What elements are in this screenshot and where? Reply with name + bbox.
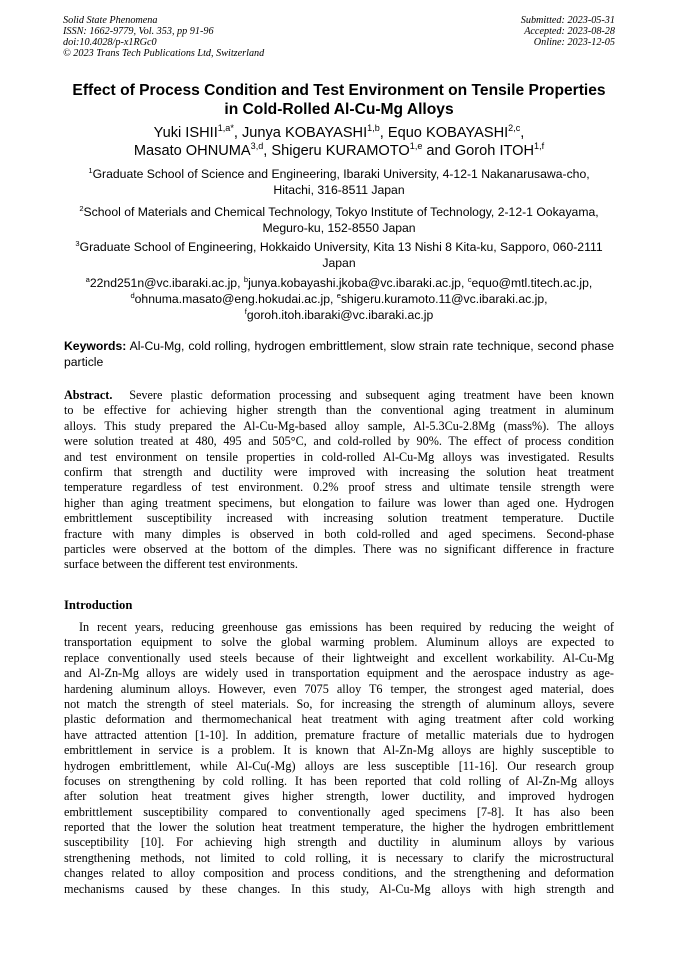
author-separator: , <box>520 125 525 141</box>
author-affiliation-mark: 1,e <box>409 141 423 152</box>
abstract-line: and test environment on tensile properties in cold-rolled Al-Cu-Mg alloys was investigated. Results <box>64 449 614 464</box>
introduction-line: hydrogen embrittlement, while Al-Cu(-Mg) alloys are less susceptible [11-16]. Our research group <box>64 758 614 773</box>
introduction-line: and Al-Zn-Mg alloys are widely used in transportation equipment and the aerospace industry as age- <box>64 666 614 681</box>
affiliation-2 <box>60 204 618 236</box>
abstract-line: temperature regardless of test environment. 0.2% proof stress and ultimate tensile strength were <box>64 480 614 495</box>
abstract-line: embrittlement susceptibility increased with increasing solution treatment temperature. Ductile <box>64 511 614 526</box>
introduction-line: susceptibility [10]. For achieving high strength and ductility in aluminum alloys by various <box>64 835 614 850</box>
introduction-line: In recent years, reducing greenhouse gas emissions has been required by reducing the weight of <box>79 620 614 634</box>
introduction-line: reported that the lower the solution heat treatment temperature, the higher the hydrogen embrittlement <box>64 820 614 835</box>
affiliation-text: Japan <box>322 256 356 270</box>
introduction-line: have attracted attention [1-10]. In addition, premature fracture of metallic materials due to hydrogen <box>64 727 614 742</box>
online-date: Online: 2023-12-05 <box>533 37 615 48</box>
introduction-line: after solution heat treatment gives higher strength, lower ductility, and improved hydrogen <box>64 789 614 804</box>
author-separator: , <box>233 125 242 141</box>
author-separator: , <box>263 143 272 159</box>
issn-line: ISSN: 1662-9779, Vol. 353, pp 91-96 <box>63 26 214 37</box>
email-link-a[interactable]: 22nd251n@vc.ibaraki.ac.jp <box>89 276 238 290</box>
introduction-line: embrittlement susceptibility compared to conventionally aged specimens [7-8]. It has also been <box>64 804 614 819</box>
introduction-line: embrittlement in service is a problem. It is known that Al-Zn-Mg alloys are highly susceptible to <box>64 743 614 758</box>
abstract-line: higher than aging treatment specimens, but elongation to failure was lower than aged one. Hydrogen <box>64 495 614 510</box>
affiliation-text: Graduate School of Engineering, Hokkaido University, Kita 13 Nishi 8 Kita-ku, Sapporo, 060-2111 <box>79 240 603 254</box>
author-line-2 <box>40 142 638 160</box>
affiliation-number: 1 <box>88 165 93 175</box>
copyright-line: © 2023 Trans Tech Publications Ltd, Switzerland <box>63 48 265 59</box>
abstract-line: surface between the different test environments. <box>64 557 298 572</box>
introduction-line: plastic deformation and thermomechanical heat treatment with aging treatment after cold working <box>64 712 614 727</box>
abstract-line: particles were observed at the bottom of the dimples. There was no significant difference in fracture <box>64 541 614 556</box>
introduction-line: transportation equipment to solve the global warming problem. Aluminum alloys are expected to <box>64 635 614 650</box>
introduction-line: replace conventionally used steels because of their lightweight and excellent workability. Al-Cu-Mg <box>64 650 614 665</box>
abstract-line: to be effective for achieving higher strength than the conventional aging treatment in aluminum <box>64 403 614 418</box>
author-affiliation-mark: 3,d <box>250 141 264 152</box>
abstract-block <box>64 388 614 573</box>
email-link-f[interactable]: goroh.itoh.ibaraki@vc.ibaraki.ac.jp <box>246 308 434 322</box>
author-affiliation-mark: 1,f <box>534 141 545 152</box>
introduction-heading: Introduction <box>64 598 133 612</box>
abstract-line: alloys. This study prepared the Al-Cu-Mg-based alloy sample, Al-5.3Cu-2.8Mg (mass%). The alloys <box>64 418 614 433</box>
author-name: Goroh ITOH <box>454 143 535 159</box>
accepted-date: Accepted: 2023-08-28 <box>524 26 615 37</box>
abstract-line: fracture with many dimples is observed in both cold-rolled and aged specimens. Second-phase <box>64 526 614 541</box>
author-affiliation-mark: 2,c <box>508 123 521 134</box>
doi-line[interactable]: doi:10.4028/p-x1RGc0 <box>63 37 157 48</box>
email-link-e[interactable]: shigeru.kuramoto.11@vc.ibaraki.ac.jp <box>340 292 545 306</box>
author-name: Shigeru KURAMOTO <box>271 143 410 159</box>
title-line-1: Effect of Process Condition and Test Environment on Tensile Properties <box>72 82 606 99</box>
email-link-c[interactable]: equo@mtl.titech.ac.jp <box>471 276 589 290</box>
paper-title <box>40 81 638 119</box>
abstract-line: Abstract. Severe plastic deformation processing and subsequent aging treatment have been known <box>64 388 614 402</box>
introduction-body <box>64 620 614 897</box>
affiliation-text: Meguro-ku, 152-8550 Japan <box>262 221 416 235</box>
author-list <box>40 124 638 160</box>
affiliation-1 <box>60 166 618 198</box>
author-separator: and <box>422 143 455 159</box>
abstract-label: Abstract. <box>64 388 113 402</box>
introduction-line: mechanisms caused by these changes. In this study, Al-Cu-Mg alloys with high strength and <box>64 881 614 896</box>
affiliation-text: Graduate School of Science and Engineering, Ibaraki University, 4-12-1 Nakanarusawa-cho, <box>92 167 590 181</box>
author-name: Equo KOBAYASHI <box>387 125 509 141</box>
keywords-text: Al-Cu-Mg, cold rolling, hydrogen embrittlement, slow strain rate technique, second phase particle <box>64 339 614 369</box>
affiliation-number: 3 <box>75 238 80 248</box>
introduction-line: not match the strength of steel materials. So, for increasing the strength of aluminum alloys, severe <box>64 696 614 711</box>
author-affiliation-mark: 1,b <box>367 123 380 134</box>
journal-name: Solid State Phenomena <box>63 15 158 26</box>
keywords-label: Keywords: <box>64 339 127 353</box>
affiliation-text: Hitachi, 316-8511 Japan <box>273 183 405 197</box>
affiliation-text: School of Materials and Chemical Technology, Tokyo Institute of Technology, 2-12-1 Ookayama, <box>83 205 599 219</box>
affiliation-number: 2 <box>79 203 84 213</box>
introduction-line: strengthening methods, not limited to cold rolling, it is necessary to clarify the microstructural <box>64 850 614 865</box>
author-line-1 <box>40 124 638 142</box>
journal-header-right <box>521 15 615 48</box>
author-name: Masato OHNUMA <box>133 143 251 159</box>
author-separator: , <box>379 125 388 141</box>
abstract-line: confirm that strength and ductility were improved with increasing the solution heat treatment <box>64 464 614 479</box>
journal-header-left <box>63 15 264 59</box>
author-name: Yuki ISHII <box>153 125 218 141</box>
affiliation-3 <box>60 239 618 271</box>
introduction-line: changes related to alloy composition and process conditions, and the strengthening and deformation <box>64 866 614 881</box>
author-name: Junya KOBAYASHI <box>241 125 368 141</box>
keywords-block <box>64 338 614 370</box>
submitted-date: Submitted: 2023-05-31 <box>520 15 615 26</box>
email-link-d[interactable]: ohnuma.masato@eng.hokudai.ac.jp <box>134 292 330 306</box>
email-link-b[interactable]: junya.kobayashi.jkoba@vc.ibaraki.ac.jp <box>248 276 461 290</box>
introduction-line: hardening aluminum alloys. However, even 7075 alloy T6 temper, the strongest aged material, does <box>64 681 614 696</box>
title-line-2: in Cold-Rolled Al-Cu-Mg Alloys <box>224 101 454 118</box>
author-affiliation-mark: 1,a* <box>217 123 234 134</box>
email-list: $^a$22nd251n@vc.ibaraki.ac.jp, $^b$junya.kobayashi.jkoba@vc.ibaraki.ac.jp, $^c$equo@mtl.titech.ac.jp, $^d$ohnuma.masato@eng.hokudai.ac.jp, $^e$shigeru.kuramoto.11@vc.ibaraki.ac.jp, $^f$goroh.itoh.ibaraki@vc.ibaraki.ac.jp <box>85 274 593 322</box>
introduction-line: focuses on strengthening by cold rolling. It has been reported that cold rolling of Al-Zn-Mg alloys <box>64 773 614 788</box>
abstract-line: were solution treated at 480, 495 and 505°C, and cold-rolled by 90%. The effect of process condition <box>64 434 614 449</box>
